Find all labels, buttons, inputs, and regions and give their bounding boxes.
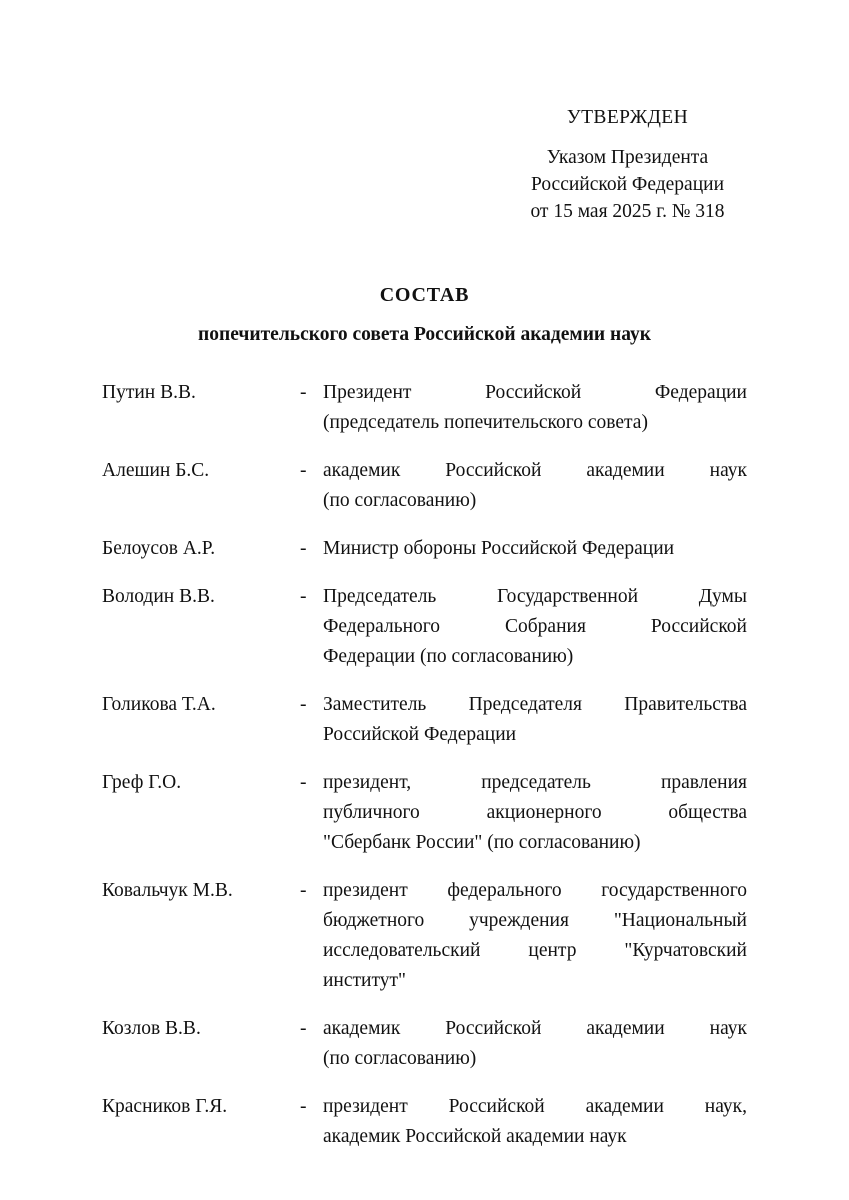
roster-row bbox=[102, 378, 747, 438]
page-subtitle: попечительского совета Российской академии наук bbox=[197, 324, 652, 345]
member-separator-dash: - bbox=[300, 880, 307, 901]
page-title: СОСТАВ bbox=[379, 284, 470, 306]
member-separator-dash: - bbox=[300, 1018, 307, 1039]
member-role-line: публичного акционерного общества bbox=[323, 802, 747, 823]
member-role-line: Российской Федерации bbox=[323, 724, 517, 745]
approval-line-3: от 15 мая 2025 г. № 318 bbox=[530, 201, 725, 222]
member-role-line: академик Российской академии наук bbox=[323, 460, 747, 481]
member-separator-dash: - bbox=[300, 586, 307, 607]
member-separator-dash: - bbox=[300, 460, 307, 481]
member-role-line: Председатель Государственной Думы bbox=[323, 586, 747, 607]
approval-line-2: Российской Федерации bbox=[530, 174, 725, 195]
member-name: Белоусов А.Р. bbox=[102, 538, 216, 559]
member-role-line: Федерального Собрания Российской bbox=[323, 616, 747, 637]
member-separator-dash: - bbox=[300, 694, 307, 715]
member-name: Голикова Т.А. bbox=[102, 694, 216, 715]
member-role-line: Президент Российской Федерации bbox=[323, 382, 747, 403]
roster-row bbox=[102, 582, 747, 672]
member-role-line: президент Российской академии наук, bbox=[323, 1096, 747, 1117]
member-name: Алешин Б.С. bbox=[102, 460, 210, 481]
member-name: Греф Г.О. bbox=[102, 772, 182, 793]
member-role-line: (председатель попечительского совета) bbox=[323, 412, 648, 433]
member-role bbox=[323, 1014, 747, 1074]
member-name: Красников Г.Я. bbox=[102, 1096, 228, 1117]
member-role bbox=[323, 690, 747, 750]
member-roster bbox=[102, 378, 747, 1152]
member-role-line: институт" bbox=[323, 970, 406, 991]
member-role bbox=[323, 768, 747, 858]
member-role-line: Заместитель Председателя Правительства bbox=[323, 694, 747, 715]
member-role bbox=[323, 876, 747, 996]
approval-line-1: Указом Президента bbox=[546, 147, 709, 168]
member-role bbox=[323, 1092, 747, 1152]
roster-row bbox=[102, 690, 747, 750]
roster-row bbox=[102, 768, 747, 858]
approval-title: УТВЕРЖДЕН bbox=[566, 107, 689, 128]
member-role-line: "Сбербанк России" (по согласованию) bbox=[323, 832, 641, 853]
member-role-line: академик Российской академии наук bbox=[323, 1018, 747, 1039]
member-separator-dash: - bbox=[300, 1096, 307, 1117]
roster-row bbox=[102, 876, 747, 996]
roster-row bbox=[102, 1014, 747, 1074]
member-role-line: Министр обороны Российской Федерации bbox=[323, 538, 675, 559]
member-name: Ковальчук М.В. bbox=[102, 880, 233, 901]
member-role-line: президент, председатель правления bbox=[323, 772, 747, 793]
member-role bbox=[323, 534, 747, 564]
roster-row bbox=[102, 456, 747, 516]
document-heading bbox=[0, 282, 849, 348]
member-role bbox=[323, 456, 747, 516]
member-separator-dash: - bbox=[300, 382, 307, 403]
member-name: Козлов В.В. bbox=[102, 1018, 201, 1039]
member-separator-dash: - bbox=[300, 772, 307, 793]
member-role-line: президент федерального государственного bbox=[323, 880, 747, 901]
member-role-line: академик Российской академии наук bbox=[323, 1126, 627, 1147]
member-role-line: (по согласованию) bbox=[323, 1048, 477, 1069]
member-role-line: бюджетного учреждения "Национальный bbox=[323, 910, 747, 931]
approval-header bbox=[505, 104, 750, 225]
member-role-line: (по согласованию) bbox=[323, 490, 477, 511]
member-role bbox=[323, 582, 747, 672]
roster-row bbox=[102, 534, 747, 564]
roster-row bbox=[102, 1092, 747, 1152]
member-name: Путин В.В. bbox=[102, 382, 196, 403]
member-role bbox=[323, 378, 747, 438]
member-separator-dash: - bbox=[300, 538, 307, 559]
member-name: Володин В.В. bbox=[102, 586, 215, 607]
member-role-line: исследовательский центр "Курчатовский bbox=[323, 940, 747, 961]
member-role-line: Федерации (по согласованию) bbox=[323, 646, 574, 667]
